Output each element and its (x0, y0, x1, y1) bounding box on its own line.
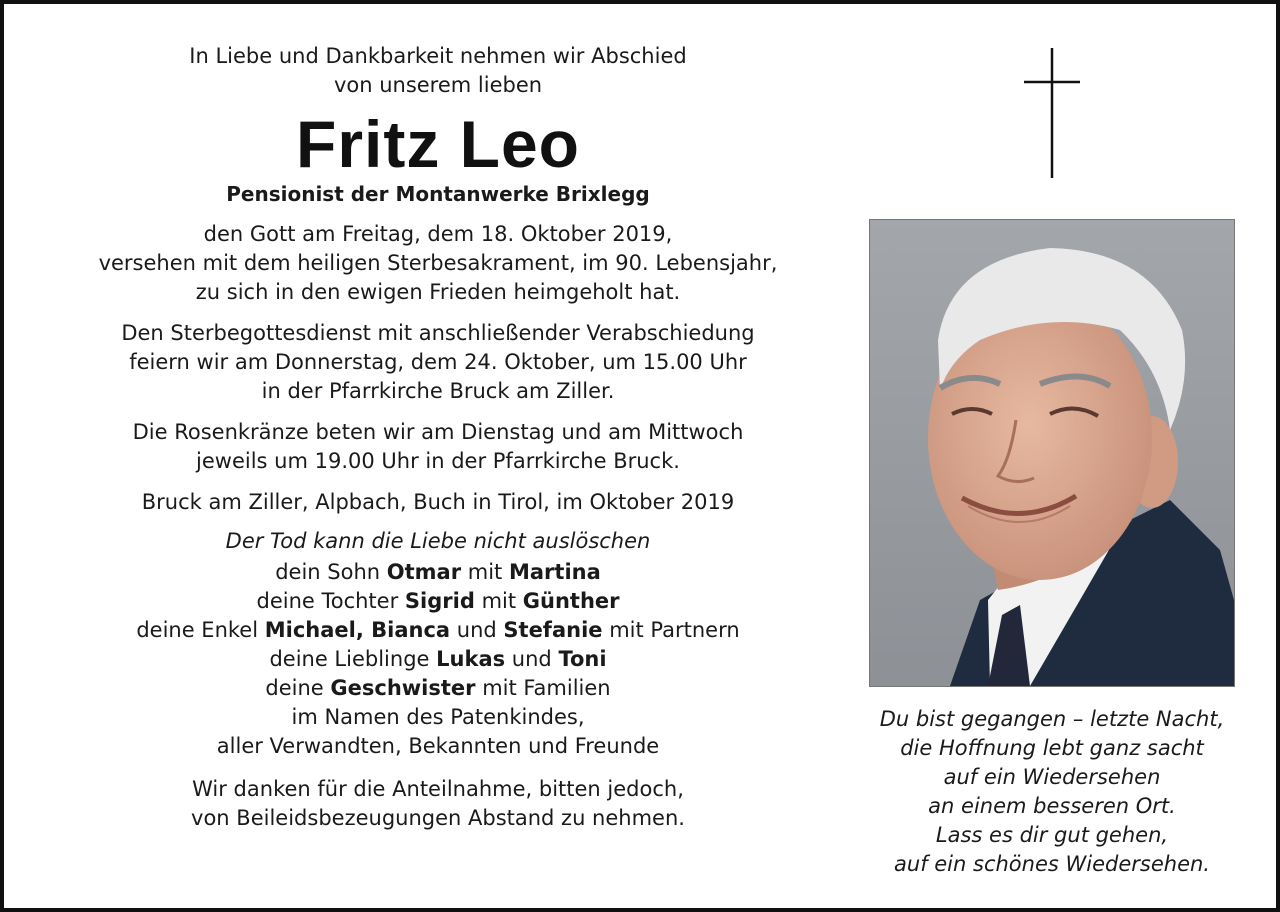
rosary-line: Die Rosenkränze beten wir am Dienstag und am Mittwoch (132, 420, 744, 444)
poem-line: Lass es dir gut gehen, (935, 823, 1169, 847)
mourners-list (44, 558, 832, 761)
family-line-grandchildren (44, 616, 832, 645)
funeral-line: in der Pfarrkirche Bruck am Ziller. (261, 379, 615, 403)
poem-line: auf ein Wiedersehen (943, 765, 1161, 789)
death-notice-line: zu sich in den ewigen Frieden heimgeholt hat. (195, 280, 681, 304)
death-notice (44, 220, 832, 307)
cross-icon (1022, 48, 1082, 178)
label: mit Partnern (609, 618, 740, 642)
deceased-occupation: Pensionist der Montanwerke Brixlegg (226, 182, 650, 206)
funeral-line: Den Sterbegottesdienst mit anschließender Verabschiedung (121, 321, 755, 345)
label: deine Enkel (136, 618, 259, 642)
deceased-name: Fritz Leo (296, 107, 580, 181)
favorite-name: Toni (558, 647, 607, 671)
death-notice-line: den Gott am Freitag, dem 18. Oktober 2019, (203, 222, 673, 246)
family-line-relatives: aller Verwandten, Bekannten und Freunde (216, 734, 660, 758)
family-line-son (44, 558, 832, 587)
portrait-photo (869, 219, 1235, 687)
family-line-godchild: im Namen des Patenkindes, (291, 705, 585, 729)
intro-line-1: In Liebe und Dankbarkeit nehmen wir Abschied (189, 44, 687, 68)
label: mit Familien (482, 676, 611, 700)
family-line-siblings (44, 674, 832, 703)
thanks-line: Wir danken für die Anteilnahme, bitten jedoch, (192, 777, 684, 801)
son-partner-name: Martina (508, 560, 601, 584)
intro-text (44, 42, 832, 100)
poem-line: die Hoffnung lebt ganz sacht (900, 736, 1204, 760)
funeral-notice (44, 319, 832, 406)
daughter-partner-name: Günther (522, 589, 620, 613)
rosary-notice (44, 418, 832, 476)
place-date: Bruck am Ziller, Alpbach, Buch in Tirol, im Oktober 2019 (141, 490, 735, 514)
poem-line: auf ein schönes Wiedersehen. (894, 852, 1210, 876)
rosary-line: jeweils um 19.00 Uhr in der Pfarrkirche Bruck. (196, 449, 680, 473)
grandchild-name: Stefanie (503, 618, 603, 642)
portrait-illustration (870, 220, 1234, 686)
funeral-line: feiern wir am Donnerstag, dem 24. Oktober, um 15.00 Uhr (129, 350, 747, 374)
family-line-favorites (44, 645, 832, 674)
label: und (511, 647, 552, 671)
daughter-name: Sigrid (404, 589, 475, 613)
label: mit (467, 560, 503, 584)
family-line-daughter (44, 587, 832, 616)
siblings-label: Geschwister (330, 676, 476, 700)
intro-line-2: von unserem lieben (333, 73, 543, 97)
obituary-text-column (44, 42, 832, 833)
label: deine Lieblinge (269, 647, 430, 671)
poem-line: an einem besseren Ort. (928, 794, 1176, 818)
label: und (456, 618, 497, 642)
label: mit (481, 589, 517, 613)
label: deine Tochter (256, 589, 399, 613)
poem-line: Du bist gegangen – letzte Nacht, (879, 707, 1225, 731)
son-name: Otmar (386, 560, 462, 584)
label: deine (265, 676, 324, 700)
grandchildren-names: Michael, Bianca (264, 618, 451, 642)
motto: Der Tod kann die Liebe nicht auslöschen (225, 529, 651, 553)
favorite-name: Lukas (436, 647, 506, 671)
memorial-poem (849, 705, 1255, 879)
label: dein Sohn (275, 560, 381, 584)
death-notice-line: versehen mit dem heiligen Sterbesakrament, im 90. Lebensjahr, (98, 251, 778, 275)
thanks-line: von Beileidsbezeugungen Abstand zu nehmen. (191, 806, 685, 830)
thanks-note (44, 775, 832, 833)
